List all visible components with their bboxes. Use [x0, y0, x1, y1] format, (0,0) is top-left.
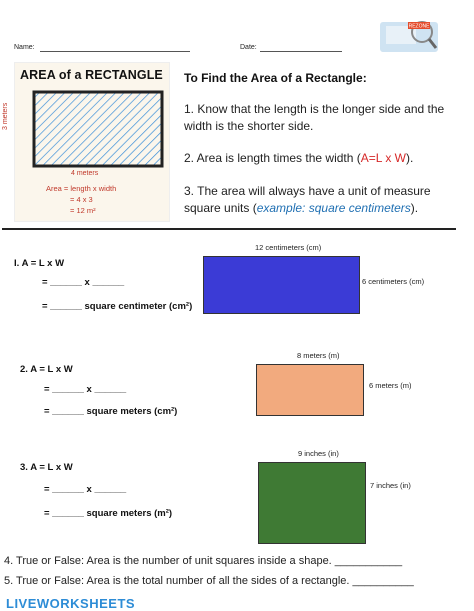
- instruction-3: [184, 183, 454, 217]
- problem-3-width-label: 7 inches (in): [370, 481, 411, 490]
- diagram-bottom-label: 4 meters: [71, 170, 99, 177]
- problem-3-rectangle: [258, 462, 366, 544]
- problem-2-multiply-line[interactable]: = ______ x ______: [44, 384, 127, 395]
- problem-3-length-label: 9 inches (in): [298, 449, 339, 458]
- question-4[interactable]: 4. True or False: Area is the number of unit squares inside a shape. ___________: [4, 555, 403, 567]
- question-5[interactable]: 5. True or False: Area is the total number of all the sides of a rectangle. __________: [4, 575, 414, 587]
- problem-1-answer-line[interactable]: = ______ square centimeter (cm²): [42, 301, 193, 312]
- problem-3-multiply-line[interactable]: = ______ x ______: [44, 484, 127, 495]
- problem-1-multiply-line[interactable]: = ______ x ______: [42, 277, 125, 288]
- instructions-title: To Find the Area of a Rectangle:: [184, 71, 367, 85]
- instruction-2: [184, 150, 454, 167]
- info-box-title: AREA of a RECTANGLE: [20, 68, 163, 82]
- instruction-3-end: ).: [410, 201, 419, 215]
- logo-text: REZONE: [408, 23, 430, 30]
- problem-2-rectangle: [256, 364, 364, 416]
- problem-2-answer-line[interactable]: = ______ square meters (cm²): [44, 406, 178, 417]
- problem-3-formula: 3. A = L x W: [20, 462, 73, 473]
- problem-3-answer-line[interactable]: = ______ square meters (m²): [44, 508, 173, 519]
- date-label: Date:: [240, 44, 257, 51]
- section-divider: [2, 228, 456, 230]
- date-input-line[interactable]: [260, 51, 342, 52]
- instruction-2-formula: A=L x W: [360, 151, 406, 165]
- problem-1-length-label: 12 centimeters (cm): [255, 243, 322, 252]
- problem-1-rectangle: [203, 256, 360, 314]
- name-label: Name:: [14, 44, 35, 51]
- problem-1-formula: I. A = L x W: [14, 258, 65, 269]
- name-input-line[interactable]: [40, 51, 190, 52]
- instruction-3-example: example: square centimeters: [256, 201, 411, 215]
- formula-line-2: = 4 x 3: [70, 195, 93, 204]
- hatched-rectangle-diagram: [18, 88, 168, 168]
- instruction-3-text: 3. The area will always have a unit of measure square units (: [184, 184, 431, 215]
- liveworksheets-logo: LIVEWORKSHEETS: [6, 596, 136, 611]
- problem-2-length-label: 8 meters (m): [297, 351, 340, 360]
- problem-2-width-label: 6 meters (m): [369, 381, 412, 390]
- instruction-2-text: 2. Area is length times the width (: [184, 151, 361, 165]
- formula-line-3: = 12 m²: [70, 206, 96, 215]
- formula-line-1: Area = length x width: [46, 184, 117, 193]
- instruction-2-end: ).: [406, 151, 414, 165]
- instruction-1: 1. Know that the length is the longer side and the width is the shorter side.: [184, 102, 445, 133]
- diagram-side-label: 3 meters: [2, 102, 9, 130]
- problem-1-width-label: 6 centimeters (cm): [362, 277, 425, 286]
- logo: [378, 18, 442, 56]
- problem-2-formula: 2. A = L x W: [20, 364, 73, 375]
